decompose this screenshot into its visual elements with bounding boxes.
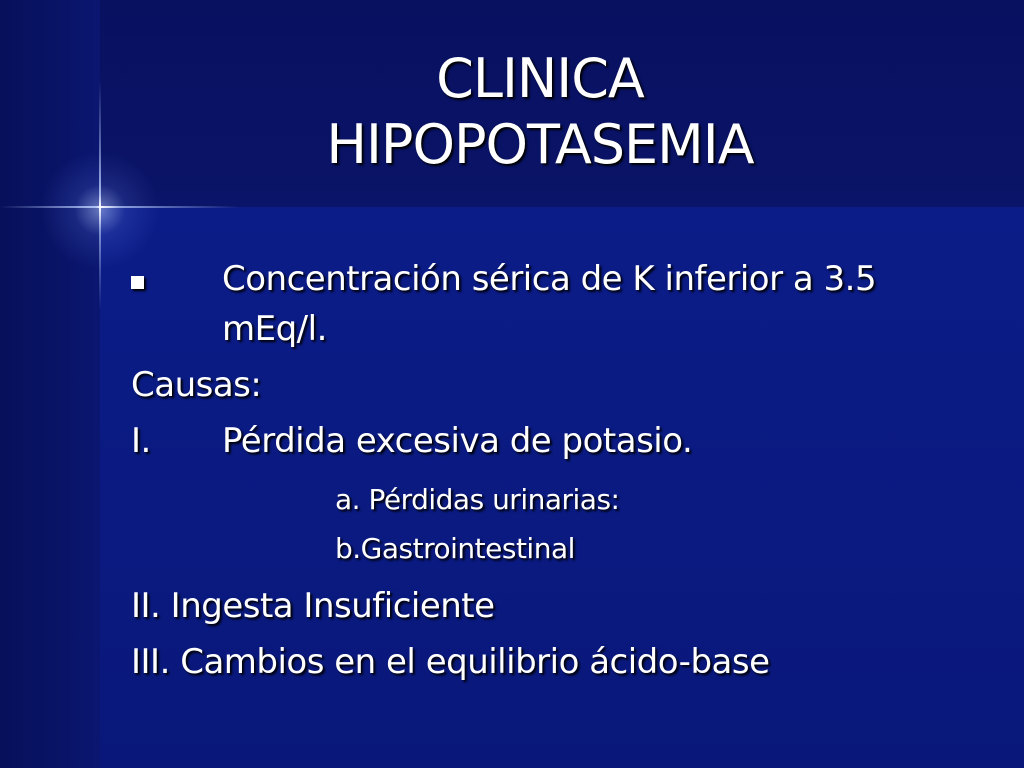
sub-item-a: a. Pérdidas urinarias:: [335, 483, 620, 516]
bullet-text-line-1: Concentración sérica de K inferior a 3.5: [222, 259, 877, 299]
cause-3: III. Cambios en el equilibrio ácido-base: [131, 642, 770, 682]
bullet-text-line-2: mEq/l.: [222, 309, 327, 349]
sub-item-b: b.Gastrointestinal: [335, 532, 575, 565]
causes-label: Causas:: [131, 365, 262, 405]
title-line-1: CLINICA: [436, 47, 644, 110]
cause-1-text: Pérdida excesiva de potasio.: [222, 421, 693, 461]
cause-1-numeral: I.: [131, 421, 151, 461]
title-line-2: HIPOPOTASEMIA: [326, 113, 754, 176]
square-bullet-icon: [131, 276, 144, 289]
cause-2: II. Ingesta Insuficiente: [131, 586, 495, 626]
